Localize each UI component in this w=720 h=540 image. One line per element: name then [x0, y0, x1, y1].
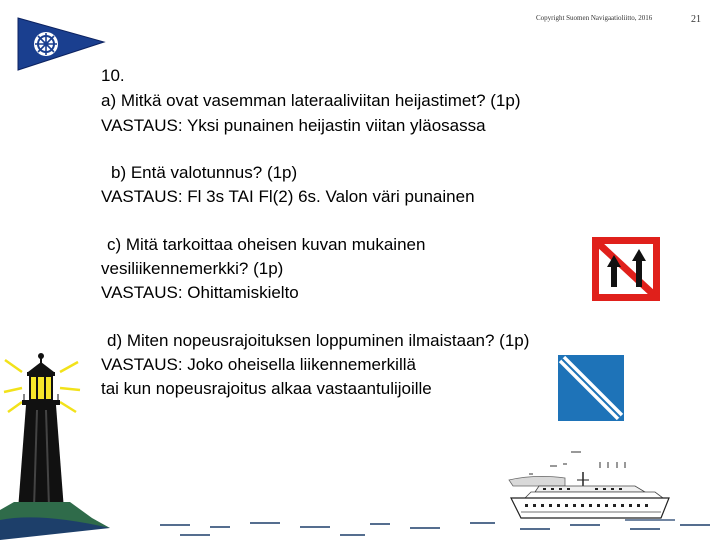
question-a: a) Mitkä ovat vasemman lateraaliviitan heijastimet? (1p) [101, 91, 521, 110]
answer-c: VASTAUS: Ohittamiskielto [101, 283, 299, 302]
question-c-line2: vesiliikennemerkki? (1p) [101, 259, 284, 278]
answer-b: VASTAUS: Fl 3s TAI Fl(2) 6s. Valon väri punainen [101, 187, 475, 206]
flag-logo-icon [16, 16, 106, 72]
question-b: b) Entä valotunnus? (1p) [111, 163, 298, 182]
answer-d-line2: tai kun nopeusrajoitus alkaa vastaantulijoille [101, 379, 432, 398]
no-overtaking-sign-icon [592, 237, 660, 301]
question-number: 10. [101, 66, 125, 85]
lighthouse-icon [0, 350, 120, 540]
copyright-notice: Copyright Suomen Navigaatioliitto, 2016 [536, 14, 653, 22]
answer-d-line1: VASTAUS: Joko oheisella liikennemerkillä [101, 355, 416, 374]
page-number: 21 [691, 14, 701, 25]
question-d: d) Miten nopeusrajoituksen loppuminen ilmaistaan? (1p) [107, 331, 530, 350]
answer-a: VASTAUS: Yksi punainen heijastin viitan yläosassa [101, 116, 486, 135]
speed-limit-end-sign-icon [558, 355, 624, 421]
question-c-line1: c) Mitä tarkoittaa oheisen kuvan mukainen [107, 235, 426, 254]
ship-icon [505, 448, 685, 528]
